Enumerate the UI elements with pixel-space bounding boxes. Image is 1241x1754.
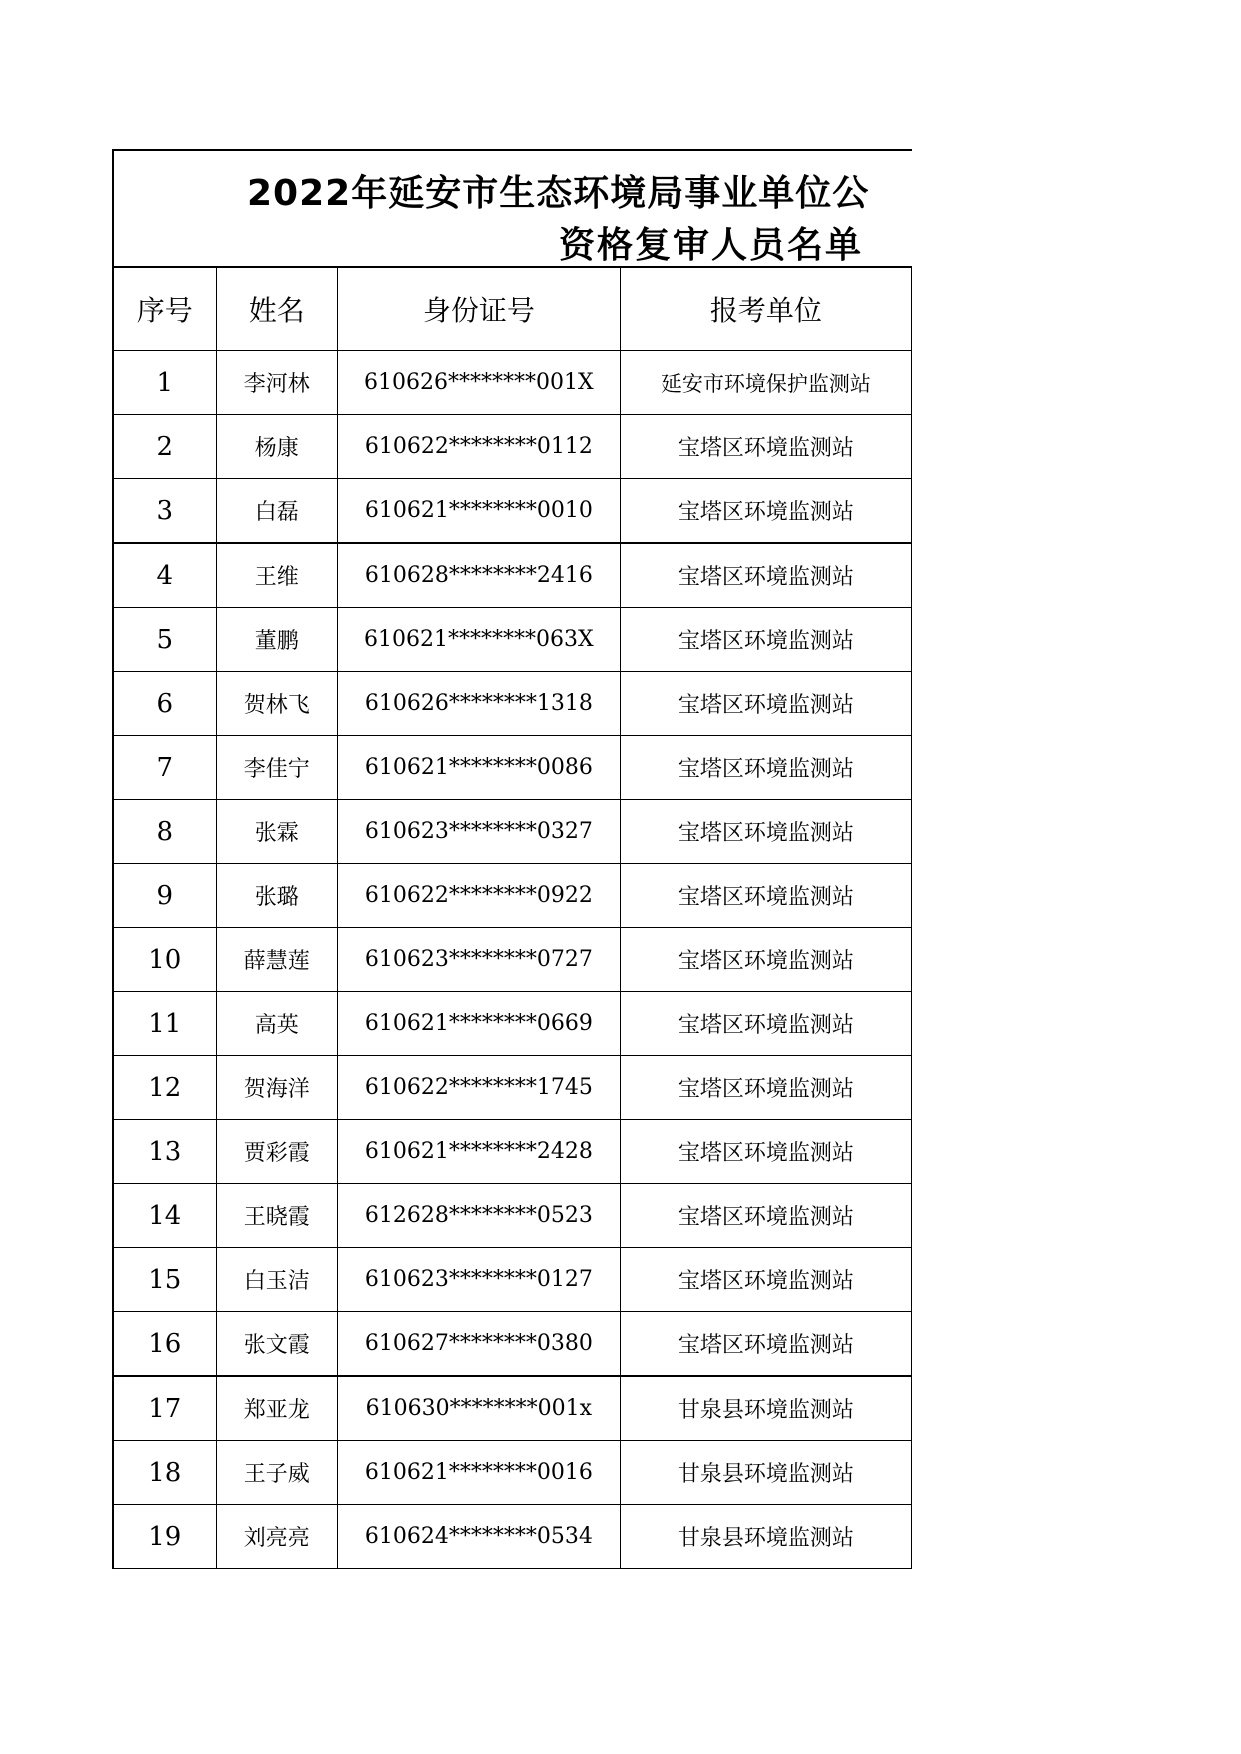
cell-serial-no: 18 bbox=[113, 1441, 216, 1505]
table-row bbox=[113, 928, 912, 992]
cell-serial-no: 14 bbox=[113, 1184, 216, 1248]
table-row bbox=[113, 1120, 912, 1184]
cell-id-number: 610626********001X bbox=[337, 351, 620, 415]
table-row bbox=[113, 864, 912, 928]
cell-name: 刘亮亮 bbox=[216, 1505, 337, 1569]
cell-serial-no: 2 bbox=[113, 415, 216, 479]
cell-name: 高英 bbox=[216, 992, 337, 1056]
table-header-row bbox=[113, 268, 912, 351]
header-applied-unit: 报考单位 bbox=[620, 268, 911, 351]
document-title: 2022年延安市生态环境局事业单位公 bbox=[247, 173, 870, 214]
cell-serial-no: 16 bbox=[113, 1312, 216, 1377]
cell-id-number: 610623********0327 bbox=[337, 800, 620, 864]
cell-applied-unit: 宝塔区环境监测站 bbox=[620, 864, 911, 928]
cell-id-number: 610622********0922 bbox=[337, 864, 620, 928]
table-row bbox=[113, 992, 912, 1056]
cell-serial-no: 3 bbox=[113, 479, 216, 544]
cell-applied-unit: 宝塔区环境监测站 bbox=[620, 992, 911, 1056]
cell-serial-no: 12 bbox=[113, 1056, 216, 1120]
cell-serial-no: 8 bbox=[113, 800, 216, 864]
cell-applied-unit: 宝塔区环境监测站 bbox=[620, 415, 911, 479]
cell-serial-no: 6 bbox=[113, 672, 216, 736]
cell-applied-unit: 宝塔区环境监测站 bbox=[620, 1248, 911, 1312]
header-name: 姓名 bbox=[216, 268, 337, 351]
cell-applied-unit: 宝塔区环境监测站 bbox=[620, 672, 911, 736]
table-body bbox=[113, 351, 912, 1569]
cell-name: 张璐 bbox=[216, 864, 337, 928]
cell-serial-no: 13 bbox=[113, 1120, 216, 1184]
cell-id-number: 610626********1318 bbox=[337, 672, 620, 736]
cell-serial-no: 5 bbox=[113, 608, 216, 672]
header-id-number: 身份证号 bbox=[337, 268, 620, 351]
cell-id-number: 610621********2428 bbox=[337, 1120, 620, 1184]
cell-id-number: 610621********0086 bbox=[337, 736, 620, 800]
cell-name: 李河林 bbox=[216, 351, 337, 415]
cell-applied-unit: 宝塔区环境监测站 bbox=[620, 928, 911, 992]
cell-name: 张文霞 bbox=[216, 1312, 337, 1377]
cell-name: 王晓霞 bbox=[216, 1184, 337, 1248]
cell-id-number: 610623********0127 bbox=[337, 1248, 620, 1312]
cell-serial-no: 9 bbox=[113, 864, 216, 928]
document-sheet bbox=[112, 149, 912, 1569]
cell-name: 杨康 bbox=[216, 415, 337, 479]
cell-name: 李佳宁 bbox=[216, 736, 337, 800]
table-row bbox=[113, 1248, 912, 1312]
cell-name: 张霖 bbox=[216, 800, 337, 864]
cell-applied-unit: 甘泉县环境监测站 bbox=[620, 1441, 911, 1505]
cell-id-number: 610624********0534 bbox=[337, 1505, 620, 1569]
cell-id-number: 610621********0016 bbox=[337, 1441, 620, 1505]
table-row bbox=[113, 543, 912, 608]
table-row bbox=[113, 415, 912, 479]
cell-name: 薛慧莲 bbox=[216, 928, 337, 992]
cell-applied-unit: 宝塔区环境监测站 bbox=[620, 800, 911, 864]
cell-name: 白玉洁 bbox=[216, 1248, 337, 1312]
cell-applied-unit: 延安市环境保护监测站 bbox=[620, 351, 911, 415]
cell-id-number: 610622********1745 bbox=[337, 1056, 620, 1120]
cell-serial-no: 1 bbox=[113, 351, 216, 415]
candidate-table bbox=[112, 267, 912, 1569]
cell-name: 贾彩霞 bbox=[216, 1120, 337, 1184]
cell-applied-unit: 宝塔区环境监测站 bbox=[620, 608, 911, 672]
cell-name: 白磊 bbox=[216, 479, 337, 544]
table-row bbox=[113, 736, 912, 800]
table-row bbox=[113, 351, 912, 415]
cell-name: 王维 bbox=[216, 543, 337, 608]
cell-serial-no: 4 bbox=[113, 543, 216, 608]
cell-id-number: 610627********0380 bbox=[337, 1312, 620, 1377]
cell-applied-unit: 宝塔区环境监测站 bbox=[620, 543, 911, 608]
cell-applied-unit: 甘泉县环境监测站 bbox=[620, 1376, 911, 1441]
cell-id-number: 610621********063X bbox=[337, 608, 620, 672]
cell-serial-no: 10 bbox=[113, 928, 216, 992]
cell-applied-unit: 宝塔区环境监测站 bbox=[620, 479, 911, 544]
title-block bbox=[112, 149, 912, 267]
table-row bbox=[113, 1184, 912, 1248]
cell-id-number: 610628********2416 bbox=[337, 543, 620, 608]
cell-serial-no: 17 bbox=[113, 1376, 216, 1441]
cell-applied-unit: 宝塔区环境监测站 bbox=[620, 1056, 911, 1120]
document-subtitle: 资格复审人员名单 bbox=[559, 225, 864, 266]
cell-id-number: 610621********0669 bbox=[337, 992, 620, 1056]
cell-serial-no: 7 bbox=[113, 736, 216, 800]
cell-id-number: 612628********0523 bbox=[337, 1184, 620, 1248]
cell-name: 郑亚龙 bbox=[216, 1376, 337, 1441]
table-row bbox=[113, 800, 912, 864]
cell-serial-no: 11 bbox=[113, 992, 216, 1056]
cell-id-number: 610622********0112 bbox=[337, 415, 620, 479]
cell-applied-unit: 甘泉县环境监测站 bbox=[620, 1505, 911, 1569]
cell-name: 董鹏 bbox=[216, 608, 337, 672]
cell-id-number: 610630********001x bbox=[337, 1376, 620, 1441]
cell-applied-unit: 宝塔区环境监测站 bbox=[620, 1184, 911, 1248]
table-row bbox=[113, 608, 912, 672]
cell-name: 贺海洋 bbox=[216, 1056, 337, 1120]
table-row bbox=[113, 672, 912, 736]
table-row bbox=[113, 479, 912, 544]
table-row bbox=[113, 1441, 912, 1505]
table-row bbox=[113, 1056, 912, 1120]
table-row bbox=[113, 1505, 912, 1569]
cell-id-number: 610621********0010 bbox=[337, 479, 620, 544]
cell-applied-unit: 宝塔区环境监测站 bbox=[620, 1312, 911, 1377]
cell-applied-unit: 宝塔区环境监测站 bbox=[620, 736, 911, 800]
cell-serial-no: 15 bbox=[113, 1248, 216, 1312]
table-row bbox=[113, 1376, 912, 1441]
cell-name: 贺林飞 bbox=[216, 672, 337, 736]
cell-id-number: 610623********0727 bbox=[337, 928, 620, 992]
table-row bbox=[113, 1312, 912, 1377]
header-serial-no: 序号 bbox=[113, 268, 216, 351]
cell-serial-no: 19 bbox=[113, 1505, 216, 1569]
cell-name: 王子威 bbox=[216, 1441, 337, 1505]
cell-applied-unit: 宝塔区环境监测站 bbox=[620, 1120, 911, 1184]
